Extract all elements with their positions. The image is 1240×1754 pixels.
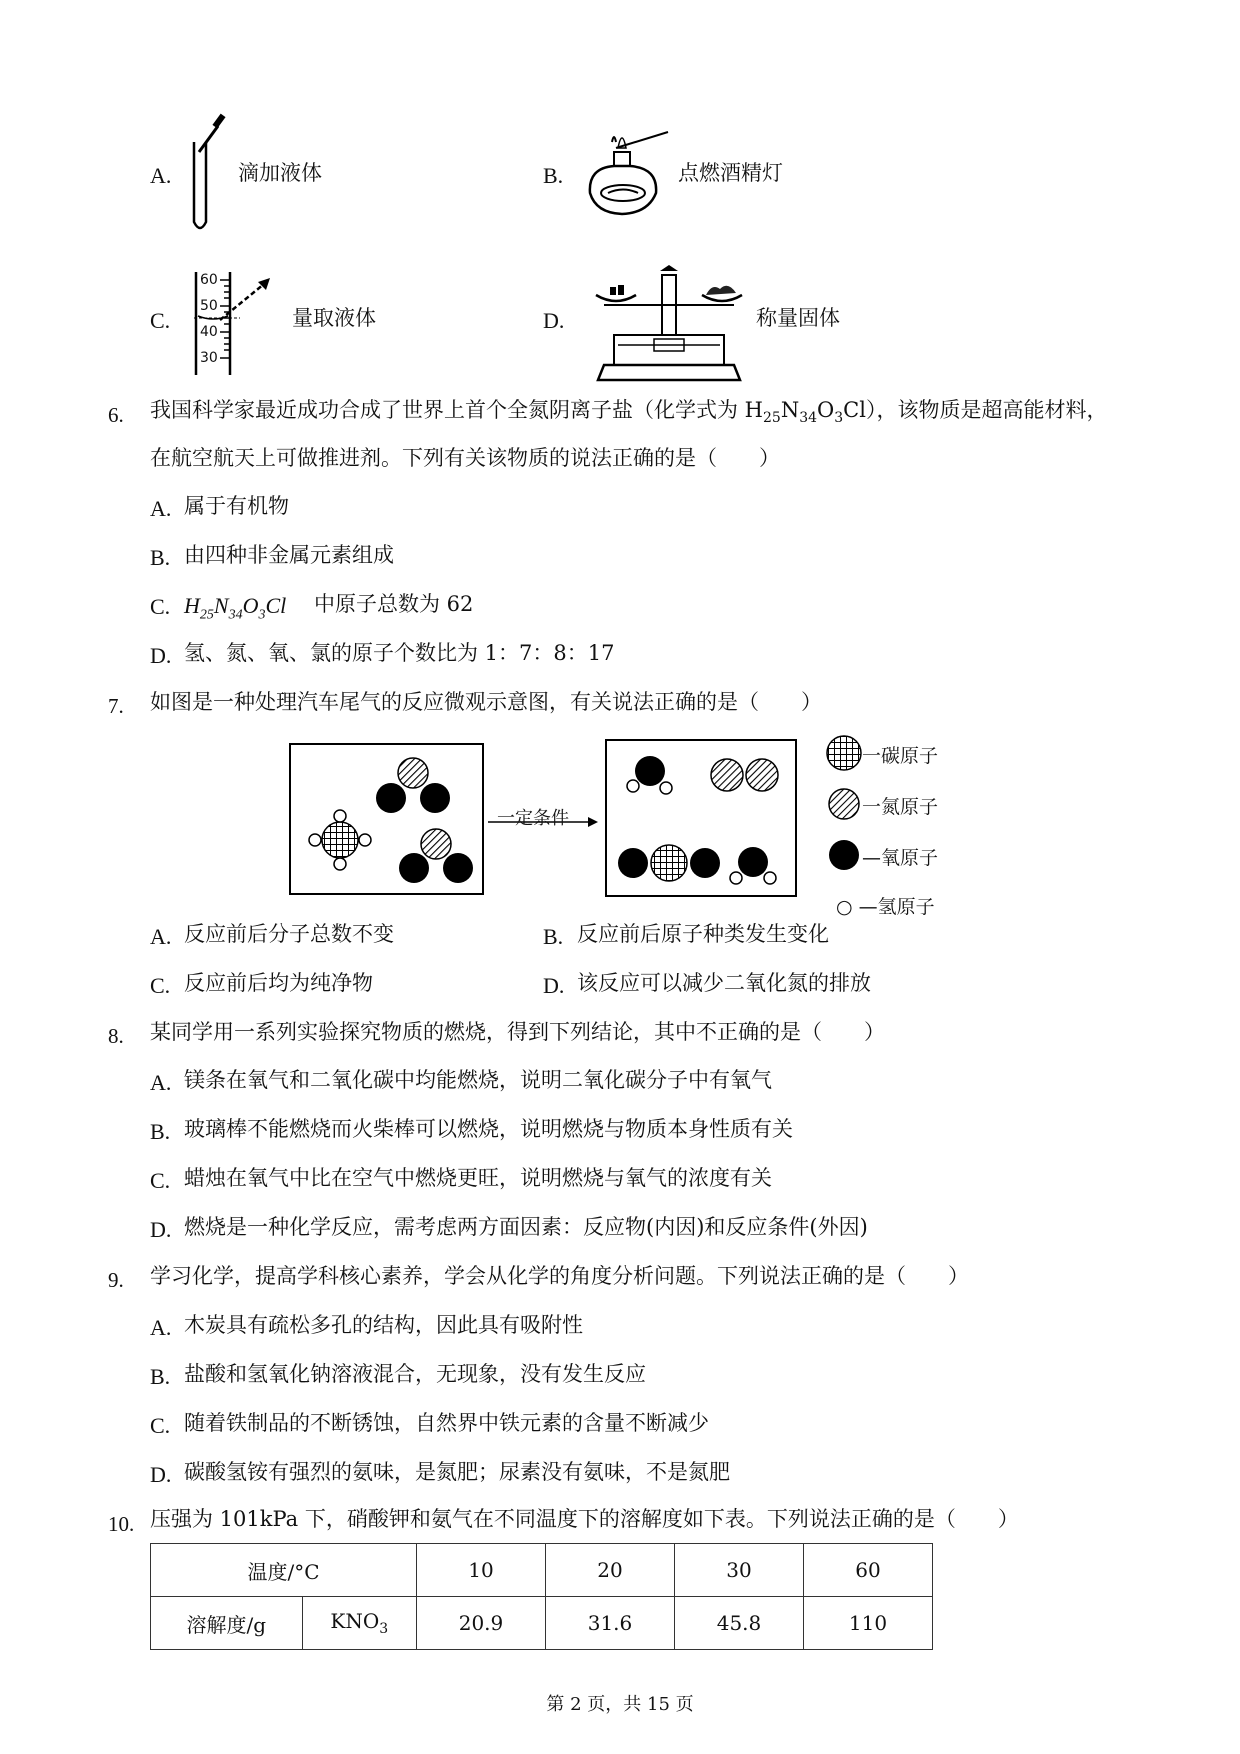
option-text: 反应前后分子总数不变 <box>184 922 394 946</box>
option-label: B. <box>150 1119 171 1144</box>
question-stem: 学习化学，提高学科核心素养，学会从化学的角度分析问题。下列说法正确的是（ ） <box>150 1264 969 1288</box>
legend-carbon: 一碳原子 <box>862 745 939 767</box>
cylinder-tick-30: 30 <box>200 350 218 366</box>
table-header-label: 温度/°C <box>151 1544 417 1597</box>
solubility-table <box>150 1543 933 1650</box>
option-text: 玻璃棒不能燃烧而火柴棒可以燃烧，说明燃烧与物质本身性质有关 <box>184 1117 793 1141</box>
option-text: 该反应可以减少二氧化氮的排放 <box>577 971 871 995</box>
option-text: 燃烧是一种化学反应，需考虑两方面因素：反应物(内因)和反应条件(外因) <box>184 1215 868 1239</box>
cylinder-tick-60: 60 <box>200 272 218 288</box>
table-value: 110 <box>804 1597 933 1650</box>
dropper-in-test-tube-icon <box>188 112 238 237</box>
alcohol-lamp-icon <box>578 118 678 233</box>
option-text: 中原子总数为 62 <box>314 592 474 616</box>
table-temp: 60 <box>804 1544 933 1597</box>
table-value: 31.6 <box>546 1597 675 1650</box>
balance-scale-icon <box>594 265 744 385</box>
table-temp: 20 <box>546 1544 675 1597</box>
question-stem: 某同学用一系列实验探究物质的燃烧，得到下列结论，其中不正确的是（ ） <box>150 1020 885 1044</box>
question-stem: 如图是一种处理汽车尾气的反应微观示意图，有关说法正确的是（ ） <box>150 690 822 714</box>
cylinder-tick-40: 40 <box>200 324 218 340</box>
table-value: 20.9 <box>417 1597 546 1650</box>
option-text: 反应前后原子种类发生变化 <box>577 922 829 946</box>
table-value: 45.8 <box>675 1597 804 1650</box>
option-text: 属于有机物 <box>184 494 289 518</box>
option-text: 碳酸氢铵有强烈的氨味，是氮肥；尿素没有氨味，不是氮肥 <box>184 1460 730 1484</box>
question-number: 10. <box>108 1512 135 1536</box>
option-text: 称量固体 <box>756 306 840 330</box>
option-label: B. <box>543 924 564 949</box>
question-number: 9. <box>108 1268 124 1292</box>
table-substance: $KNO_3$ <box>302 1597 416 1650</box>
option-label: D. <box>150 1462 172 1487</box>
formula-math: $H_{25}N_{34}O_3Cl$ <box>184 593 287 623</box>
page-footer: 第 2 页，共 15 页 <box>546 1694 694 1715</box>
option-text: 由四种非金属元素组成 <box>184 543 394 567</box>
table-temp: 10 <box>417 1544 546 1597</box>
option-text: 量取液体 <box>292 306 376 330</box>
option-label: B. <box>150 1364 171 1389</box>
option-text: 蜡烛在氧气中比在空气中燃烧更旺，说明燃烧与氧气的浓度有关 <box>184 1166 772 1190</box>
option-label: B. <box>543 163 564 188</box>
table-row <box>151 1597 933 1650</box>
cylinder-tick-50: 50 <box>200 298 218 314</box>
option-label: C. <box>150 1413 171 1438</box>
table-temp: 30 <box>675 1544 804 1597</box>
option-label: A. <box>150 1315 172 1340</box>
question-stem-line2: 在航空航天上可做推进剂。下列有关该物质的说法正确的是（ ） <box>150 446 780 470</box>
option-label: C. <box>150 308 171 333</box>
option-text: 反应前后均为纯净物 <box>184 971 373 995</box>
option-label: C. <box>150 1168 171 1193</box>
question-number: 7. <box>108 694 124 718</box>
question-number: 6. <box>108 403 124 427</box>
option-text: 氢、氮、氧、氯的原子个数比为 1：7：8：17 <box>184 641 615 665</box>
reaction-diagram <box>288 736 948 906</box>
legend-hydrogen: ○ —氢原子 <box>836 896 935 918</box>
question-number: 8. <box>108 1024 124 1048</box>
option-label: A. <box>150 1070 172 1095</box>
question-stem-line1: 我国科学家最近成功合成了世界上首个全氮阴离子盐（化学式为 $H_{25}N_{34}O_3Cl$），该物质是超高能材料， <box>150 398 1108 427</box>
option-text: 镁条在氧气和二氧化碳中均能燃烧，说明二氧化碳分子中有氧气 <box>184 1068 772 1092</box>
option-label: A. <box>150 163 172 188</box>
option-label: A. <box>150 924 172 949</box>
option-label: D. <box>150 643 172 668</box>
option-label: D. <box>543 973 565 998</box>
option-text: 点燃酒精灯 <box>678 161 783 185</box>
option-label: B. <box>150 545 171 570</box>
legend-nitrogen: 一氮原子 <box>862 796 939 818</box>
option-label: C. <box>150 973 171 998</box>
option-label: A. <box>150 496 172 521</box>
arrow-label: 一定条件 <box>497 808 569 829</box>
option-text: 木炭具有疏松多孔的结构，因此具有吸附性 <box>184 1313 583 1337</box>
option-label: C. <box>150 594 171 619</box>
option-text: 盐酸和氢氧化钠溶液混合，无现象，没有发生反应 <box>184 1362 646 1386</box>
option-text: 随着铁制品的不断锈蚀，自然界中铁元素的含量不断减少 <box>184 1411 709 1435</box>
option-label: D. <box>543 308 565 333</box>
option-label: D. <box>150 1217 172 1242</box>
legend-oxygen: —氧原子 <box>862 847 939 869</box>
table-row <box>151 1544 933 1597</box>
table-row-label: 溶解度/g <box>151 1597 303 1650</box>
question-stem: 压强为 101kPa 下，硝酸钾和氨气在不同温度下的溶解度如下表。下列说法正确的是（ ） <box>150 1507 1019 1531</box>
option-text: 滴加液体 <box>238 161 322 185</box>
